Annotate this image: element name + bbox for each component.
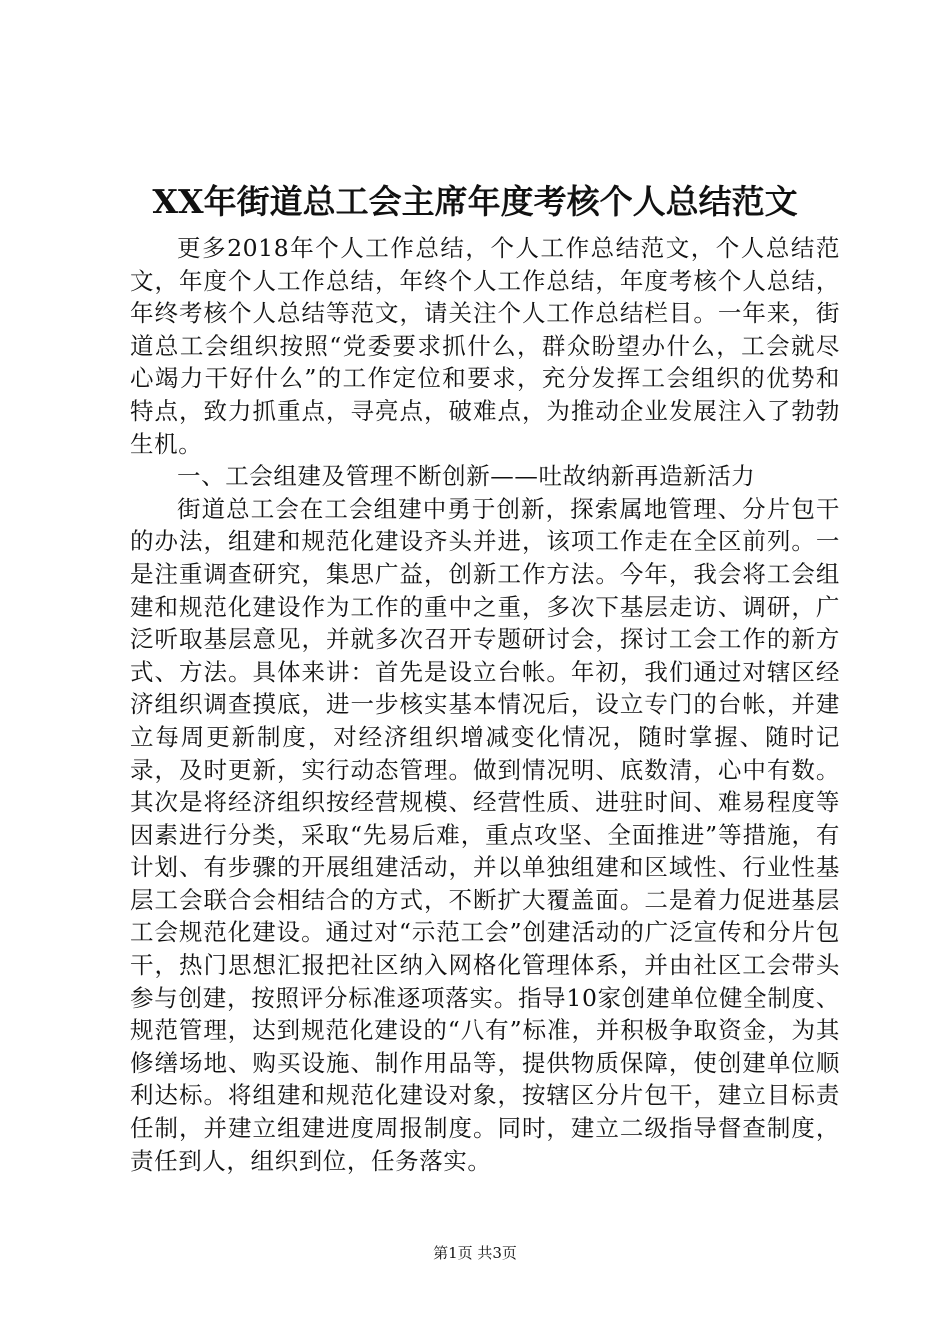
document-title: XX年街道总工会主席年度考核个人总结范文 xyxy=(152,182,798,221)
document-body xyxy=(130,232,840,1177)
page-number: 第1页 共3页 xyxy=(433,1244,517,1262)
paragraph-intro: 更多2018年个人工作总结，个人工作总结范文，个人总结范文，年度个人工作总结，年终个人工作总结，年度考核个人总结，年终考核个人总结等范文，请关注个人工作总结栏目。一年来，街道总工会组织按照“党委要求抓什么，群众盼望办什么，工会就尽心竭力干好什么”的工作定位和要求，充分发挥工会组织的优势和特点，致力抓重点，寻亮点，破难点，为推动企业发展注入了勃勃生机。 xyxy=(130,234,840,458)
section-heading: 一、工会组建及管理不断创新——吐故纳新再造新活力 xyxy=(177,462,756,491)
paragraph-section-1: 街道总工会在工会组建中勇于创新，探索属地管理、分片包干的办法，组建和规范化建设齐头并进，该项工作走在全区前列。一是注重调查研究，集思广益，创新工作方法。今年，我会将工会组建和规范化建设作为工作的重中之重，多次下基层走访、调研，广泛听取基层意见，并就多次召开专题研讨会，探讨工会工作的新方式、方法。具体来讲：首先是设立台帐。年初，我们通过对辖区经济组织调查摸底，进一步核实基本情况后，设立专门的台帐，并建立每周更新制度，对经济组织增减变化情况，随时掌握、随时记录，及时更新，实行动态管理。做到情况明、底数清，心中有数。其次是将经济组织按经营规模、经营性质、进驻时间、难易程度等因素进行分类，采取“先易后难，重点攻坚、全面推进”等措施，有计划、有步骤的开展组建活动，并以单独组建和区域性、行业性基层工会联合会相结合的方式，不断扩大覆盖面。二是着力促进基层工会规范化建设。通过对“示范工会”创建活动的广泛宣传和分片包干，热门思想汇报把社区纳入网格化管理体系，并由社区工会带头参与创建，按照评分标准逐项落实。指导10家创建单位健全制度、规范管理，达到规范化建设的“八有”标准，并积极争取资金，为其修缮场地、购买设施、制作用品等，提供物质保障，使创建单位顺利达标。将组建和规范化建设对象，按辖区分片包干，建立目标责任制，并建立组建进度周报制度。同时，建立二级指导督查制度，责任到人，组织到位，任务落实。 xyxy=(130,494,840,1175)
